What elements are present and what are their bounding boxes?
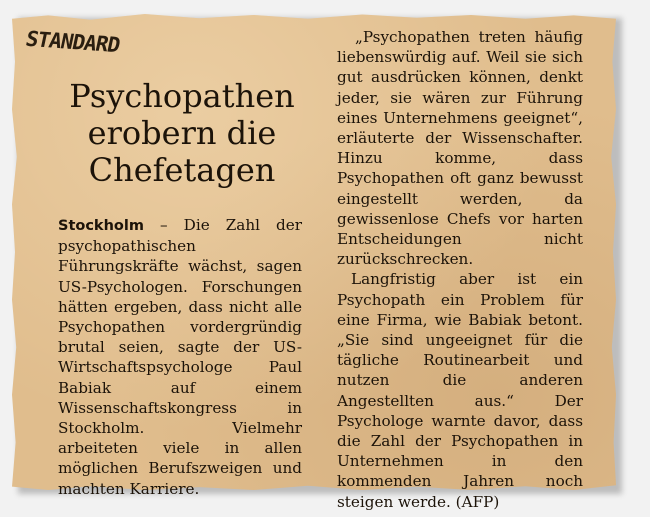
headline-line-1: Psychopathen <box>69 77 295 115</box>
publication-logo: STANDARD <box>23 26 122 58</box>
paragraph-1: Die Zahl der psychopathischen Führungskräfte wächst, sagen US-Psychologen. Forschungen hätten ergeben, dass nicht alle Psychopathen vordergründig brutal seien, sagte der US-Wirtschaftspsychologe Paul Babiak auf einem Wissenschaftskongress in Stockholm. Vielmehr arbeiteten viele in allen möglichen Berufszweigen und machten Karriere. <box>58 216 302 498</box>
headline-line-2: erobern die <box>87 114 277 152</box>
dateline: Stockholm <box>58 218 144 234</box>
headline <box>54 78 310 189</box>
article-column-left <box>58 215 302 499</box>
dateline-separator: – <box>143 216 184 234</box>
article-column-right <box>337 27 583 512</box>
paragraph-2: „Psychopathen treten häufig liebenswürdig auf. Weil sie sich gut ausdrücken können, denkt jeder, sie wären zur Führung eines Unternehmens geeignet“, erläuterte der Wissenschafter. Hinzu komme, dass Psychopathen oft ganz bewusst eingestellt werden, da gewissenlose Chefs vor harten Entscheidungen nicht zurückschrecken. <box>337 28 583 269</box>
paragraph-3: Langfristig aber ist ein Psychopath ein Problem für eine Firma, wie Babiak betont. „Sie sind ungeeignet für die tägliche Routinearbeit und nutzen die anderen Angestellten aus.“ Der Psychologe warnte davor, dass die Zahl der Psychopathen in Unternehmen in den kommenden Jahren noch steigen werde. (AFP) <box>337 270 583 511</box>
headline-line-3: Chefetagen <box>88 151 276 189</box>
